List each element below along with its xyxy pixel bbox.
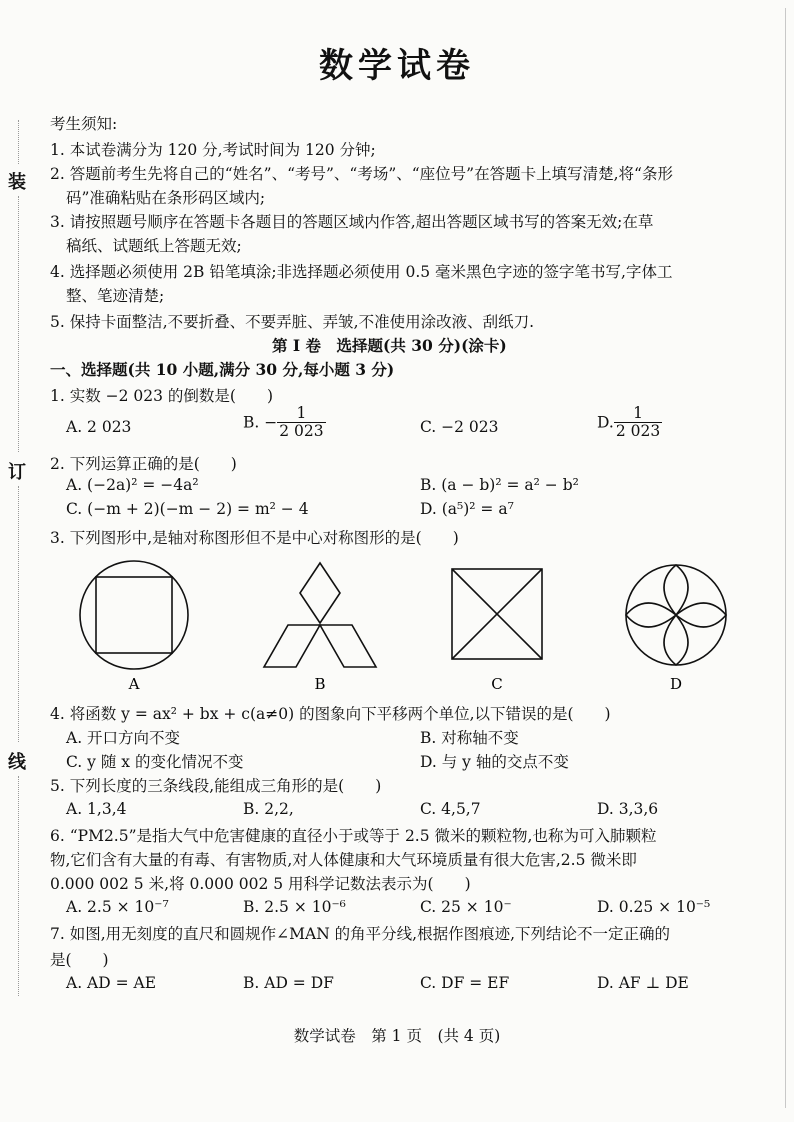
option-b: B. 2,2, (243, 800, 294, 818)
fraction (614, 405, 662, 440)
option-c: C. DF = EF (420, 974, 510, 992)
figure-label-c: C (491, 675, 503, 693)
option-c: C. 25 × 10⁻ (420, 898, 512, 916)
option-d: D. AF ⊥ DE (597, 974, 689, 992)
figure-b (264, 563, 376, 667)
side-label-line: 线 (8, 752, 26, 773)
q3-figures (0, 555, 794, 700)
question-stem: 3. 下列图形中,是轴对称图形但不是中心对称图形的是( ) (50, 529, 459, 547)
figure-c (452, 569, 542, 659)
option-b: B. 对称轴不变 (420, 729, 519, 747)
figure-a (80, 561, 188, 669)
figure-d (626, 565, 726, 665)
option-a: A. 开口方向不变 (66, 729, 181, 747)
option-b-prefix: B. − (243, 413, 278, 432)
question-stem: 2. 下列运算正确的是( ) (50, 455, 237, 473)
option-b: B. AD = DF (243, 974, 334, 992)
notice-item: 1. 本试卷满分为 120 分,考试时间为 120 分钟; (50, 141, 376, 159)
option-a: A. 1,3,4 (66, 800, 127, 818)
option-d: D. 3,3,6 (597, 800, 659, 818)
question-stem: 7. 如图,用无刻度的直尺和圆规作∠MAN 的角平分线,根据作图痕迹,下列结论不一定正确的 (50, 925, 671, 943)
notice-item: 2. 答题前考生先将自己的“姓名”、“考号”、“考场”、“座位号”在答题卡上填写清楚,将“条形 (50, 165, 673, 183)
notice-item: 5. 保持卡面整洁,不要折叠、不要弄脏、弄皱,不准使用涂改液、刮纸刀. (50, 313, 534, 331)
figure-label-a: A (128, 675, 140, 693)
option-b (243, 405, 326, 440)
notice-item: 稿纸、试题纸上答题无效; (66, 237, 242, 255)
option-a: A. AD = AE (66, 974, 157, 992)
fraction-denominator: 2 023 (615, 422, 661, 441)
question-stem: 0.000 002 5 米,将 0.000 002 5 用科学记数法表示为( ) (50, 875, 471, 893)
notice-item: 3. 请按照题号顺序在答题卡各题目的答题区域内作答,超出答题区域书写的答案无效;在草 (50, 213, 654, 231)
option-c: C. (−m + 2)(−m − 2) = m² − 4 (66, 500, 309, 518)
option-c: C. 4,5,7 (420, 800, 481, 818)
option-d-prefix: D. (597, 413, 614, 432)
binding-dotted-line (18, 120, 19, 164)
notice-heading: 考生须知: (50, 115, 118, 133)
figure-label-d: D (669, 675, 683, 693)
fraction (277, 405, 325, 440)
question-stem: 1. 实数 −2 023 的倒数是( ) (50, 387, 274, 405)
option-d: D. 与 y 轴的交点不变 (420, 753, 569, 771)
fraction-denominator: 2 023 (279, 422, 324, 441)
option-c: C. y 随 x 的变化情况不变 (66, 753, 244, 771)
notice-item: 整、笔迹清楚; (66, 287, 165, 305)
notice-item: 4. 选择题必须使用 2B 铅笔填涂;非选择题必须使用 0.5 毫米黑色字迹的签字笔书写,字体工 (50, 263, 673, 281)
option-a: A. 2 023 (66, 418, 132, 436)
binding-dotted-line (18, 776, 19, 996)
question-stem: 是( ) (50, 951, 109, 969)
fraction-numerator: 1 (614, 405, 662, 423)
option-a: A. 2.5 × 10⁻⁷ (66, 898, 169, 916)
option-d: D. 0.25 × 10⁻⁵ (597, 898, 711, 916)
binding-dotted-line (18, 196, 19, 452)
option-a: A. (−2a)² = −4a² (66, 476, 199, 494)
fraction-numerator: 1 (277, 405, 325, 423)
question-stem: 6. “PM2.5”是指大气中危害健康的直径小于或等于 2.5 微米的颗粒物,也称为可入肺颗粒 (50, 827, 657, 845)
page-footer: 数学试卷 第 1 页 (共 4 页) (293, 1027, 501, 1045)
question-stem: 物,它们含有大量的有毒、有害物质,对人体健康和大气环境质量有很大危害,2.5 微米即 (50, 851, 637, 869)
figure-label-b: B (314, 675, 326, 693)
notice-item: 码”准确粘贴在条形码区域内; (66, 189, 266, 207)
option-b: B. (a − b)² = a² − b² (420, 476, 579, 494)
option-d: D. (a⁵)² = a⁷ (420, 500, 514, 518)
option-d (597, 405, 662, 440)
question-stem: 4. 将函数 y = ax² + bx + c(a≠0) 的图象向下平移两个单位,以下错误的是( ) (50, 705, 611, 723)
part-heading: 第 I 卷 选择题(共 30 分)(涂卡) (272, 336, 507, 355)
page-title: 数学试卷 (319, 46, 475, 86)
option-c: C. −2 023 (420, 418, 499, 436)
side-label-staple: 订 (8, 462, 26, 483)
side-label-bind: 装 (8, 172, 26, 193)
option-b: B. 2.5 × 10⁻⁶ (243, 898, 346, 916)
section-heading: 一、选择题(共 10 小题,满分 30 分,每小题 3 分) (50, 360, 395, 379)
question-stem: 5. 下列长度的三条线段,能组成三角形的是( ) (50, 777, 382, 795)
